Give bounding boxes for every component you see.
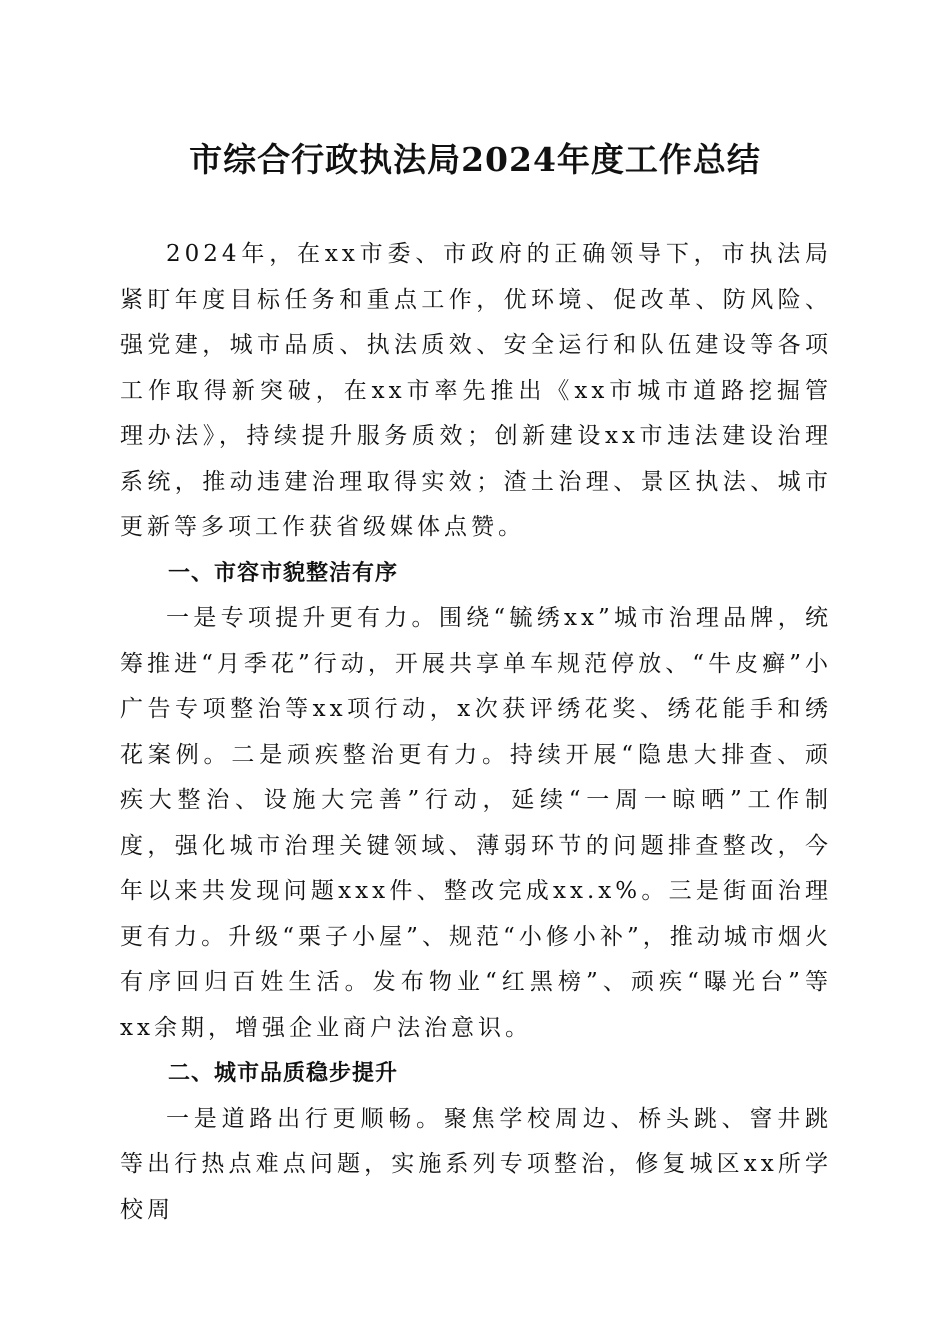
intro-paragraph: 2024年，在xx市委、市政府的正确领导下，市执法局紧盯年度目标任务和重点工作，优环境、促改革、防风险、强党建，城市品质、执法质效、安全运行和队伍建设等各项工作取得新突破，在xx市率先推出《xx市城市道路挖掘管理办法》，持续提升服务质效；创新建设xx市违法建设治理系统，推动违建治理取得实效；渣土治理、景区执法、城市更新等多项工作获省级媒体点赞。 — [120, 241, 832, 540]
section-paragraph-1: 一是专项提升更有力。围绕“毓绣xx”城市治理品牌，统筹推进“月季花”行动，开展共享单车规范停放、“牛皮癣”小广告专项整治等xx项行动，x次获评绣花奖、绣花能手和绣花案例。二是顽疾整治更有力。持续开展“隐患大排查、顽疾大整治、设施大完善”行动，延续“一周一晾晒”工作制度，强化城市治理关键领域、薄弱环节的问题排查整改，今年以来共发现问题xxx件、整改完成xx.x%。三是街面治理更有力。升级“栗子小屋”、规范“小修小补”，推动城市烟火有序回归百姓生活。发布物业“红黑榜”、顽疾“曝光台”等xx余期，增强企业商户法治意识。 — [120, 605, 832, 1041]
section-heading-2: 二、城市品质稳步提升 — [168, 1061, 399, 1086]
section-heading-1: 一、市容市貌整洁有序 — [168, 560, 399, 586]
section-paragraph-2: 一是道路出行更顺畅。聚焦学校周边、桥头跳、窨井跳等出行热点难点问题，实施系列专项整治，修复城区xx所学校周 — [120, 1105, 832, 1223]
document-body — [120, 232, 832, 1233]
document-title: 市综合行政执法局2024年度工作总结 — [189, 140, 761, 179]
